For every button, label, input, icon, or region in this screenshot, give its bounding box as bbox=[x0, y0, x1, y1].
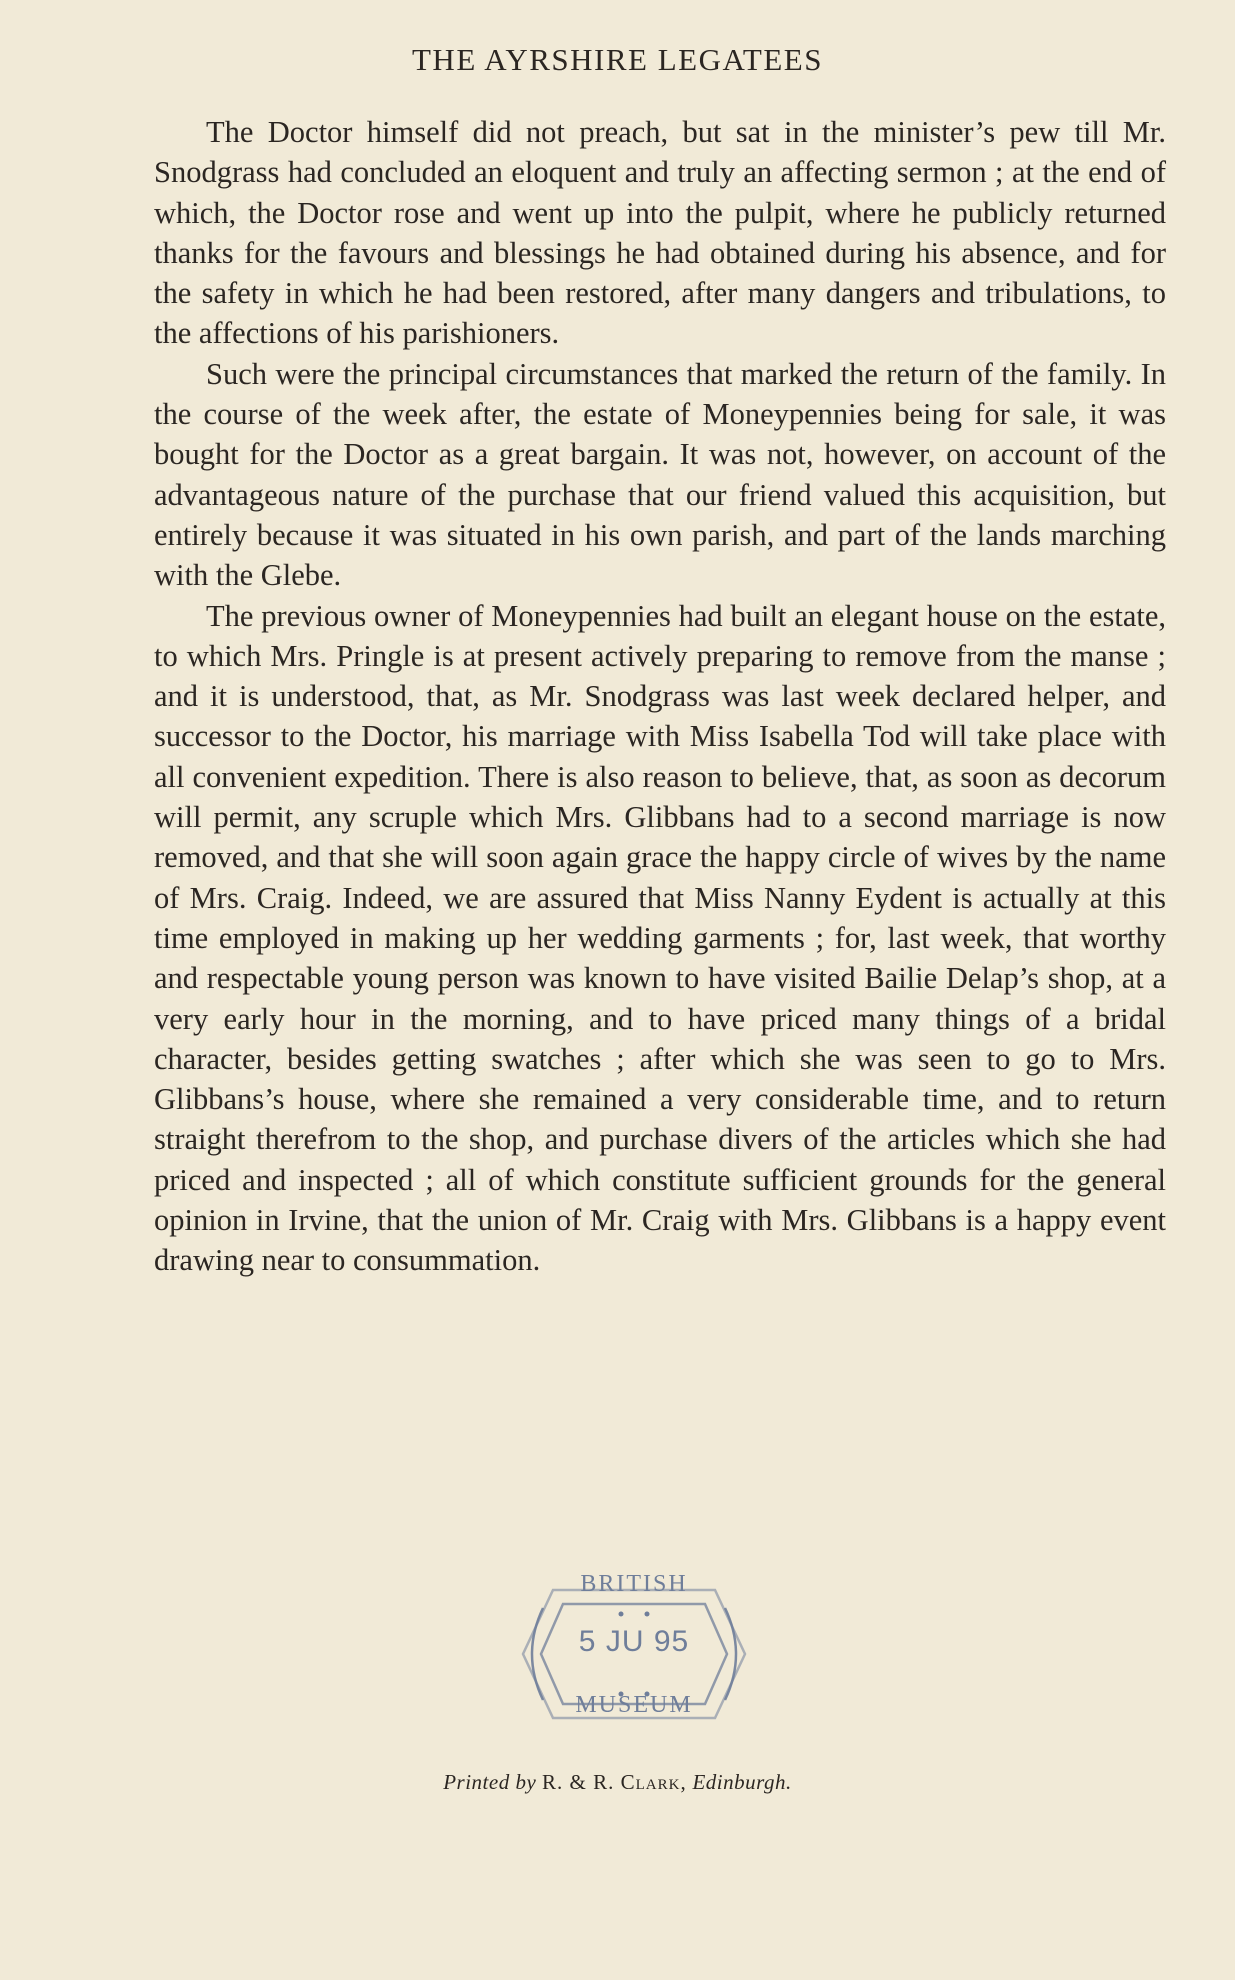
imprint-printed-by: Printed by bbox=[443, 1770, 537, 1794]
printer-imprint bbox=[0, 1770, 1235, 1795]
stamp-bottom-text: MUSEUM bbox=[575, 1692, 693, 1718]
stamp-date: 5 JU 95 bbox=[578, 1625, 690, 1658]
paragraph: Such were the principal circumstances that marked the return of the family. In the course of the week after, the estate of Moneypennies being for sale, it was bought for the Doctor as a great bargain. It was not, however, on account of the advantageous nature of the purchase that our friend valued this acquisition, but entirely because it was situated in his own parish, and part of the lands marching with the Glebe. bbox=[154, 356, 1166, 593]
running-title: THE AYRSHIRE LEGATEES bbox=[412, 42, 823, 77]
body-text bbox=[154, 112, 1166, 1281]
imprint-place: Edinburgh. bbox=[692, 1770, 792, 1794]
imprint-printer: R. & R. Clark, bbox=[542, 1770, 687, 1794]
library-stamp bbox=[513, 1568, 755, 1740]
paragraph: The previous owner of Moneypennies had built an elegant house on the estate, to which Mrs. Pringle is at present actively preparing to remove from the manse ; and it is understood, that, as Mr. Snodgrass was last week declared helper, and successor to the Doctor, his marriage with Miss Isabella Tod will take place with all convenient expedition. There is also reason to believe, that, as soon as decorum will permit, any scruple which Mrs. Glibbans had to a second marriage is now removed, and that she will soon again grace the happy circle of wives by the name of Mrs. Craig. Indeed, we are assured that Miss Nanny Eydent is actually at this time employed in making up her wedding garments ; for, last week, that worthy and respectable young person was known to have visited Bailie Delap’s shop, at a very early hour in the morning, and to have priced many things of a bridal character, besides getting swatches ; after which she was seen to go to Mrs. Glibbans’s house, where she remained a very considerable time, and to return straight therefrom to the shop, and purchase divers of the articles which she had priced and inspected ; all of which constitute sufficient grounds for the general opinion in Irvine, that the union of Mr. Craig with Mrs. Glibbans is a happy event drawing near to consummation. bbox=[154, 598, 1166, 1278]
stamp-top-text: BRITISH bbox=[580, 1571, 688, 1597]
paragraph: The Doctor himself did not preach, but sat in the minister’s pew till Mr. Snodgrass had concluded an eloquent and truly an affecting sermon ; at the end of which, the Doctor rose and went up into the pulpit, where he publicly returned thanks for the favours and blessings he had obtained during his absence, and for the safety in which he had been restored, after many dangers and tribulations, to the affections of his parishioners. bbox=[154, 115, 1166, 351]
